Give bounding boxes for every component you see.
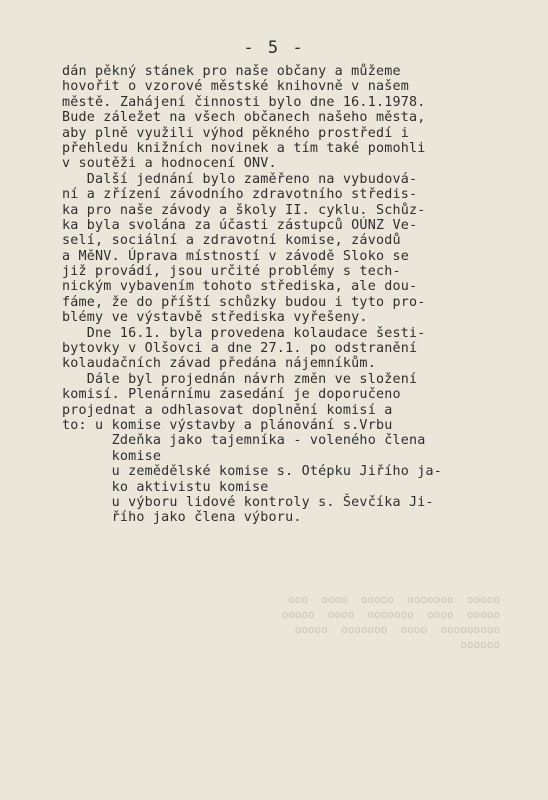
text-line: již provádí, jsou určité problémy s tech- <box>62 264 401 280</box>
text-line: v soutěži a hodnocení ONV. <box>62 156 277 172</box>
text-line: přehledu knižních novinek a tím také pomohli <box>62 140 426 156</box>
text-line: komise <box>62 448 162 464</box>
text-line: Dne 16.1. byla provedena kolaudace šesti- <box>62 325 426 341</box>
text-line: a MěNV. Úprava místností v závodě Sloko se <box>62 248 409 264</box>
text-line: fáme, že do příští schůzky budou i tyto pro- <box>62 294 426 310</box>
text-line: dán pěkný stánek pro naše občany a můžeme <box>62 64 401 79</box>
text-line: ka byla svolána za účasti zástupců OÚNZ Ve- <box>62 217 418 233</box>
text-line: Dále byl projednán návrh změn ve složení <box>62 371 418 387</box>
text-line: ko aktivistu komise <box>62 479 269 495</box>
page-number: - 5 - <box>243 38 305 58</box>
text-line: aby plně využili výhod pěkného prostředí i <box>62 125 409 141</box>
text-line: ní a zřízení závodního zdravotního středis- <box>62 187 418 203</box>
text-line: Další jednání bylo zaměřeno na vybudová- <box>62 171 418 187</box>
text-line: u zemědělské komise s. Otépku Jiřího ja- <box>62 464 443 480</box>
text-line: kolaudačních závad předána nájemníkům. <box>62 356 376 372</box>
text-line: komisí. Plenárnímu zasedání je doporučeno <box>62 387 401 403</box>
reverse-side-bleed-through: ooooo ooooooo ooooo oooo ooo ooooo oooo ooooooo oooo ooooo ooooooooo oooo ooooooo ooooo oooooo <box>281 593 500 651</box>
text-line: selí, sociální a zdravotní komise, závodů <box>62 233 401 249</box>
text-line: bytovky v Olšovci a dne 27.1. po odstranění <box>62 341 418 357</box>
text-line: projednat a odhlasovat doplnění komisí a <box>62 402 393 418</box>
body-text <box>62 64 512 526</box>
text-line: městě. Zahájení činnosti bylo dne 16.1.1978. <box>62 94 426 110</box>
text-line: ka pro naše závody a školy II. cyklu. Schůz- <box>62 202 426 218</box>
text-line: blémy ve výstavbě střediska vyřešeny. <box>62 310 368 326</box>
text-line: Zdeňka jako tajemníka - voleného člena <box>62 433 426 449</box>
text-line: řího jako člena výboru. <box>62 510 302 526</box>
text-line: nickým vybavením tohoto střediska, ale dou- <box>62 279 418 295</box>
text-line: hovořit o vzorové městské knihovně v našem <box>62 79 409 95</box>
text-line: u výboru lidové kontroly s. Ševčíka Ji- <box>62 494 434 510</box>
text-line: Bude záležet na všech občanech našeho města, <box>62 110 426 126</box>
text-line: to: u komise výstavby a plánování s.Vrbu <box>62 417 393 433</box>
